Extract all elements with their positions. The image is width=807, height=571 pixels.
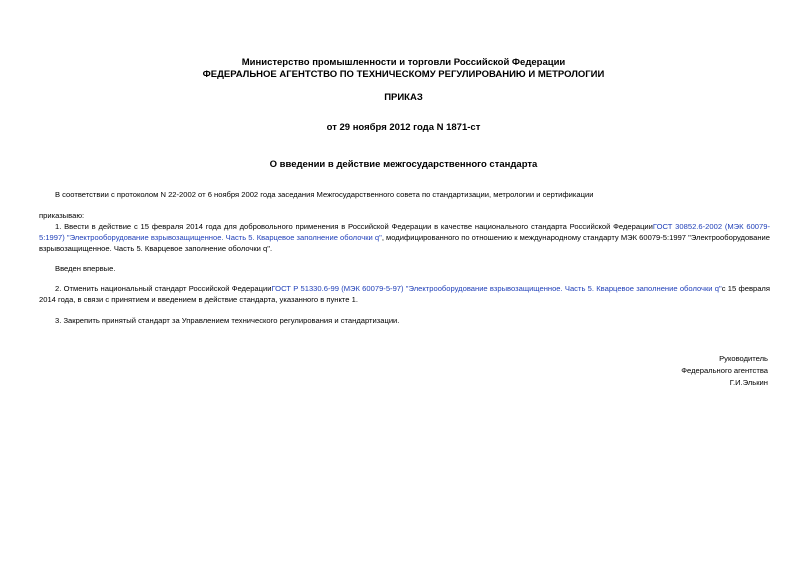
document-type: ПРИКАЗ bbox=[384, 92, 423, 103]
item-2-paragraph bbox=[39, 283, 770, 305]
ministry-name: Министерство промышленности и торговли Российской Федерации bbox=[241, 57, 566, 68]
gost-r-51330-6-link[interactable]: ГОСТ Р 51330.6-99 (МЭК 60079-5-97) "Электрооборудование взрывозащищенное. Часть 5. Кварцевое заполнение оболочки q" bbox=[271, 284, 722, 293]
item-2-suffix: с 15 февраля 2014 года, в связи с принятием и введением в действие стандарта, указанного в пункте 1. bbox=[39, 284, 770, 304]
item-1-suffix: , модифицированного по отношению к международному стандарту МЭК 60079-5:1997 "Электрооборудование взрывозащищенное. Часть 5. Кварцевое заполнение оболочки q". bbox=[39, 233, 770, 253]
agency-name: ФЕДЕРАЛЬНОЕ АГЕНТСТВО ПО ТЕХНИЧЕСКОМУ РЕГУЛИРОВАНИЮ И МЕТРОЛОГИИ bbox=[202, 69, 605, 80]
signature-organization: Федерального агентства bbox=[681, 366, 768, 375]
first-time-note: Введен впервые. bbox=[55, 264, 116, 273]
item-1-text: 1. Ввести в действие с 15 февраля 2014 года для добровольного применения в Российской Федерации в качестве национального стандарта Российской Федерации bbox=[55, 222, 653, 231]
signature-name: Г.И.Элькин bbox=[729, 378, 768, 387]
document-subject: О введении в действие межгосударственного стандарта bbox=[269, 159, 538, 170]
signature-position: Руководитель bbox=[719, 354, 768, 363]
item-3-paragraph: 3. Закрепить принятый стандарт за Управлением технического регулирования и стандартизации. bbox=[55, 316, 400, 325]
item-1-paragraph bbox=[39, 221, 770, 254]
gost-30852-6-link[interactable]: ГОСТ 30852.6-2002 (МЭК 60079-5:1997) "Электрооборудование взрывозащищенное. Часть 5. Кварцевое заполнение оболочки q" bbox=[39, 222, 771, 242]
intro-paragraph: В соответствии с протоколом N 22-2002 от 6 ноября 2002 года заседания Межгосударственного совета по стандартизации, метрологии и сертификации bbox=[55, 190, 594, 199]
document-date-number: от 29 ноября 2012 года N 1871-ст bbox=[326, 122, 481, 133]
order-word: приказываю: bbox=[39, 211, 85, 220]
item-2-text: 2. Отменить национальный стандарт Российской Федерации bbox=[55, 284, 272, 293]
